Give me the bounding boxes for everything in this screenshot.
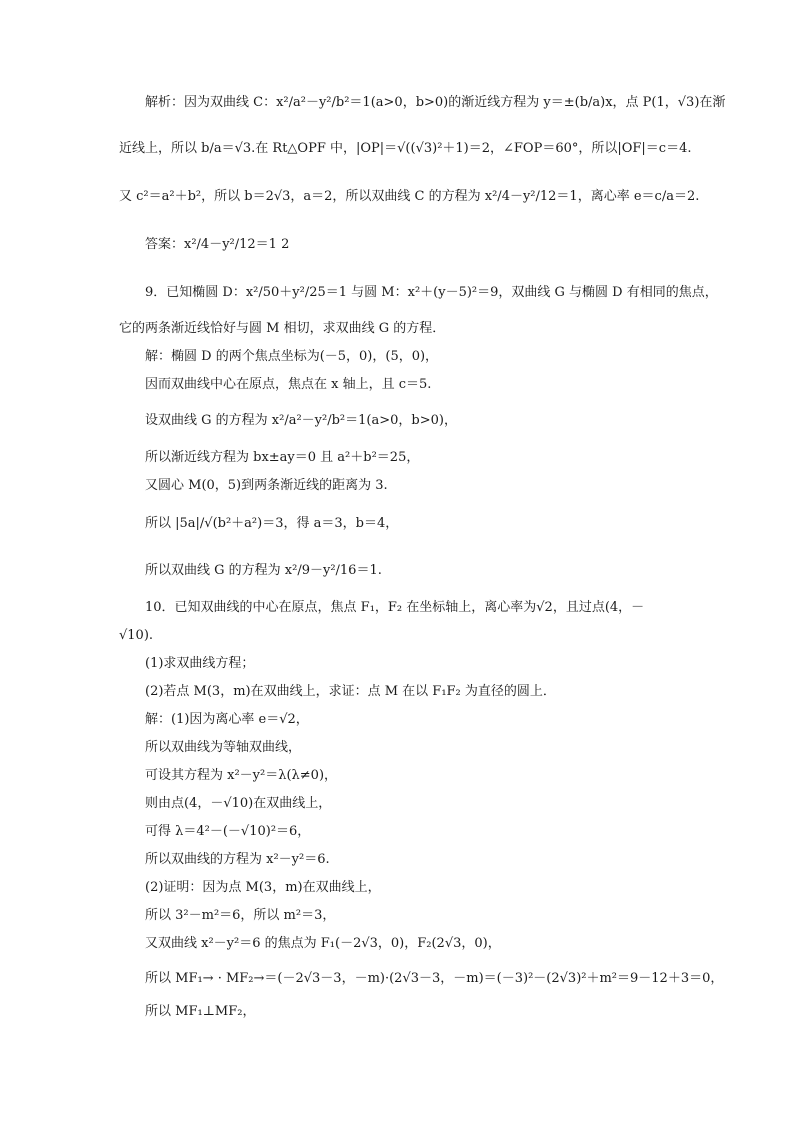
text-line: 所以渐近线方程为 bx±ay＝0 且 a²＋b²＝25，	[145, 450, 420, 465]
text-line: 则由点(4，－√10)在双曲线上，	[145, 796, 332, 811]
text-line: 因而双曲线中心在原点，焦点在 x 轴上，且 c＝5.	[145, 377, 432, 392]
text-line: √10).	[119, 628, 154, 643]
text-line: (2)若点 M(3，m)在双曲线上，求证：点 M 在以 F₁F₂ 为直径的圆上．	[145, 684, 556, 699]
text-line: 又双曲线 x²－y²＝6 的焦点为 F₁(－2√3，0)，F₂(2√3，0)，	[145, 936, 501, 951]
text-line: 所以 MF₁⊥MF₂，	[145, 1004, 256, 1019]
text-line: 解：(1)因为离心率 e＝√2，	[145, 712, 309, 727]
text-line: 所以 |5a|/√(b²＋a²)＝3，得 a＝3，b＝4，	[145, 516, 399, 531]
text-line: 9．已知椭圆 D：x²/50＋y²/25＝1 与圆 M：x²＋(y－5)²＝9，双曲线 G 与椭圆 D 有相同的焦点，	[145, 285, 718, 300]
text-line: 所以双曲线为等轴双曲线，	[145, 740, 302, 755]
text-line: 所以双曲线的方程为 x²－y²＝6.	[145, 852, 330, 867]
text-line: 所以 MF₁→ · MF₂→＝(－2√3－3，－m)·(2√3－3，－m)＝(－3)²－(2√3)²＋m²＝9－12＋3＝0，	[145, 971, 724, 986]
text-line: 它的两条渐近线恰好与圆 M 相切，求双曲线 G 的方程．	[119, 321, 446, 336]
text-line: 解：椭圆 D 的两个焦点坐标为(－5，0)，(5，0)，	[145, 349, 439, 364]
text-line: 可设其方程为 x²－y²＝λ(λ≠0)，	[145, 768, 338, 783]
text-line: 近线上，所以 b/a＝√3.在 Rt△OPF 中，|OP|＝√((√3)²＋1)＝2，∠FOP＝60°，所以|OF|＝c＝4.	[119, 141, 692, 156]
text-line: 10．已知双曲线的中心在原点，焦点 F₁，F₂ 在坐标轴上，离心率为√2，且过点(4，－	[145, 600, 645, 615]
text-line: 所以 3²－m²＝6，所以 m²＝3，	[145, 908, 336, 923]
text-line: (1)求双曲线方程；	[145, 656, 255, 671]
text-line: 所以双曲线 G 的方程为 x²/9－y²/16＝1.	[145, 563, 382, 578]
text-line: 答案：x²/4－y²/12＝1 2	[145, 237, 290, 252]
text-line: 设双曲线 G 的方程为 x²/a²－y²/b²＝1(a>0，b>0)，	[145, 413, 457, 428]
text-line: 解析：因为双曲线 C：x²/a²－y²/b²＝1(a>0，b>0)的渐近线方程为 y＝±(b/a)x，点 P(1，√3)在渐	[145, 95, 726, 110]
text-line: 可得 λ＝4²－(－√10)²＝6，	[145, 824, 311, 839]
text-line: 又 c²＝a²＋b²，所以 b＝2√3，a＝2，所以双曲线 C 的方程为 x²/4－y²/12＝1，离心率 e＝c/a＝2.	[119, 189, 700, 204]
text-line: (2)证明：因为点 M(3，m)在双曲线上，	[145, 880, 381, 895]
text-line: 又圆心 M(0，5)到两条渐近线的距离为 3.	[145, 478, 388, 493]
